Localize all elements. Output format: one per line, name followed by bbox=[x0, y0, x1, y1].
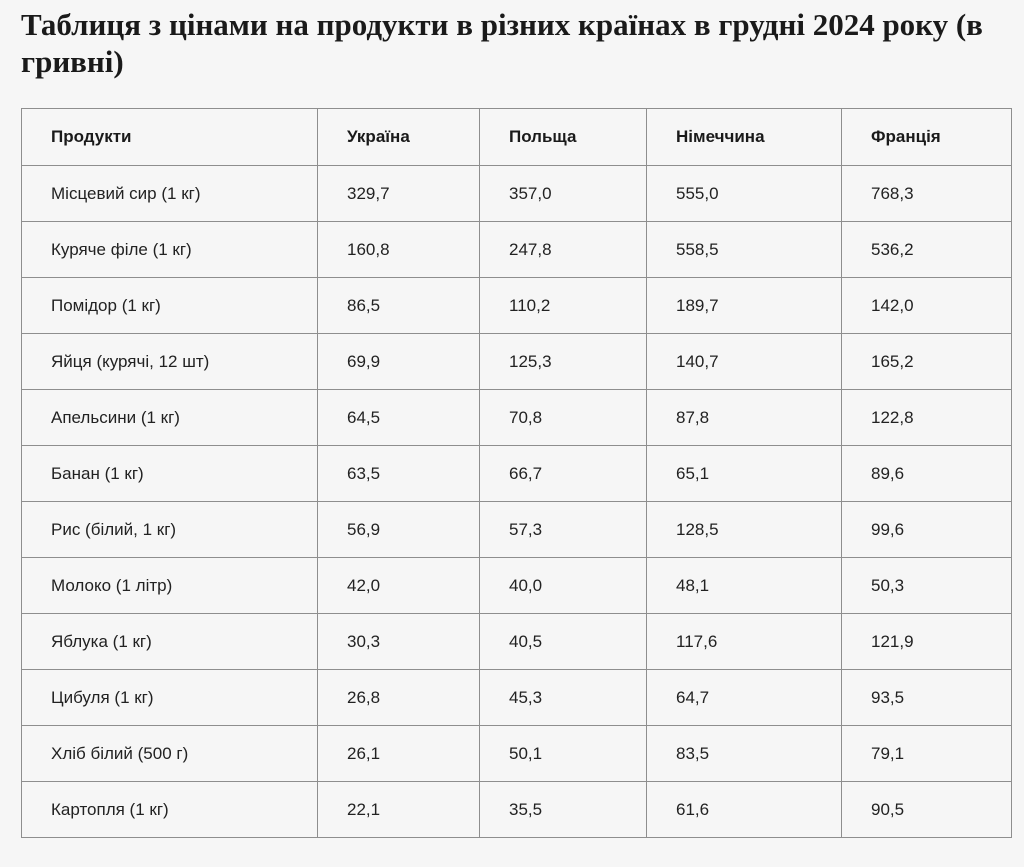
france-price-cell: 165,2 bbox=[842, 334, 1012, 390]
poland-price-cell: 50,1 bbox=[480, 726, 647, 782]
table-row bbox=[22, 446, 1012, 502]
france-price-cell: 79,1 bbox=[842, 726, 1012, 782]
germany-price-cell: 189,7 bbox=[647, 278, 842, 334]
germany-price-cell: 558,5 bbox=[647, 222, 842, 278]
header-germany: Німеччина bbox=[647, 109, 842, 166]
product-cell: Банан (1 кг) bbox=[22, 446, 318, 502]
ukraine-price-cell: 26,8 bbox=[318, 670, 480, 726]
product-cell: Молоко (1 літр) bbox=[22, 558, 318, 614]
price-table-container bbox=[21, 108, 1011, 838]
germany-price-cell: 117,6 bbox=[647, 614, 842, 670]
france-price-cell: 99,6 bbox=[842, 502, 1012, 558]
table-row bbox=[22, 670, 1012, 726]
germany-price-cell: 64,7 bbox=[647, 670, 842, 726]
table-row bbox=[22, 278, 1012, 334]
ukraine-price-cell: 86,5 bbox=[318, 278, 480, 334]
table-row bbox=[22, 334, 1012, 390]
poland-price-cell: 110,2 bbox=[480, 278, 647, 334]
table-header-row bbox=[22, 109, 1012, 166]
product-cell: Цибуля (1 кг) bbox=[22, 670, 318, 726]
table-row bbox=[22, 558, 1012, 614]
germany-price-cell: 61,6 bbox=[647, 782, 842, 838]
poland-price-cell: 40,0 bbox=[480, 558, 647, 614]
table-row bbox=[22, 614, 1012, 670]
ukraine-price-cell: 30,3 bbox=[318, 614, 480, 670]
germany-price-cell: 555,0 bbox=[647, 166, 842, 222]
price-table bbox=[21, 108, 1012, 838]
germany-price-cell: 65,1 bbox=[647, 446, 842, 502]
france-price-cell: 768,3 bbox=[842, 166, 1012, 222]
header-france: Франція bbox=[842, 109, 1012, 166]
header-products: Продукти bbox=[22, 109, 318, 166]
france-price-cell: 90,5 bbox=[842, 782, 1012, 838]
table-row bbox=[22, 502, 1012, 558]
poland-price-cell: 357,0 bbox=[480, 166, 647, 222]
product-cell: Куряче філе (1 кг) bbox=[22, 222, 318, 278]
france-price-cell: 121,9 bbox=[842, 614, 1012, 670]
header-poland: Польща bbox=[480, 109, 647, 166]
france-price-cell: 536,2 bbox=[842, 222, 1012, 278]
france-price-cell: 122,8 bbox=[842, 390, 1012, 446]
poland-price-cell: 125,3 bbox=[480, 334, 647, 390]
germany-price-cell: 140,7 bbox=[647, 334, 842, 390]
product-cell: Яблука (1 кг) bbox=[22, 614, 318, 670]
page-title: Таблиця з цінами на продукти в різних країнах в грудні 2024 року (в гривні) bbox=[21, 7, 983, 79]
poland-price-cell: 45,3 bbox=[480, 670, 647, 726]
ukraine-price-cell: 160,8 bbox=[318, 222, 480, 278]
ukraine-price-cell: 63,5 bbox=[318, 446, 480, 502]
product-cell: Місцевий сир (1 кг) bbox=[22, 166, 318, 222]
product-cell: Яйця (курячі, 12 шт) bbox=[22, 334, 318, 390]
france-price-cell: 89,6 bbox=[842, 446, 1012, 502]
header-ukraine: Україна bbox=[318, 109, 480, 166]
ukraine-price-cell: 26,1 bbox=[318, 726, 480, 782]
product-cell: Рис (білий, 1 кг) bbox=[22, 502, 318, 558]
table-body bbox=[22, 166, 1012, 838]
germany-price-cell: 87,8 bbox=[647, 390, 842, 446]
ukraine-price-cell: 56,9 bbox=[318, 502, 480, 558]
germany-price-cell: 128,5 bbox=[647, 502, 842, 558]
table-row bbox=[22, 222, 1012, 278]
ukraine-price-cell: 42,0 bbox=[318, 558, 480, 614]
table-row bbox=[22, 166, 1012, 222]
table-row bbox=[22, 390, 1012, 446]
france-price-cell: 142,0 bbox=[842, 278, 1012, 334]
ukraine-price-cell: 22,1 bbox=[318, 782, 480, 838]
product-cell: Апельсини (1 кг) bbox=[22, 390, 318, 446]
poland-price-cell: 66,7 bbox=[480, 446, 647, 502]
product-cell: Хліб білий (500 г) bbox=[22, 726, 318, 782]
table-row bbox=[22, 782, 1012, 838]
france-price-cell: 50,3 bbox=[842, 558, 1012, 614]
germany-price-cell: 83,5 bbox=[647, 726, 842, 782]
poland-price-cell: 35,5 bbox=[480, 782, 647, 838]
poland-price-cell: 247,8 bbox=[480, 222, 647, 278]
table-row bbox=[22, 726, 1012, 782]
france-price-cell: 93,5 bbox=[842, 670, 1012, 726]
product-cell: Помідор (1 кг) bbox=[22, 278, 318, 334]
ukraine-price-cell: 69,9 bbox=[318, 334, 480, 390]
poland-price-cell: 70,8 bbox=[480, 390, 647, 446]
table-header bbox=[22, 109, 1012, 166]
ukraine-price-cell: 64,5 bbox=[318, 390, 480, 446]
ukraine-price-cell: 329,7 bbox=[318, 166, 480, 222]
poland-price-cell: 40,5 bbox=[480, 614, 647, 670]
poland-price-cell: 57,3 bbox=[480, 502, 647, 558]
product-cell: Картопля (1 кг) bbox=[22, 782, 318, 838]
germany-price-cell: 48,1 bbox=[647, 558, 842, 614]
